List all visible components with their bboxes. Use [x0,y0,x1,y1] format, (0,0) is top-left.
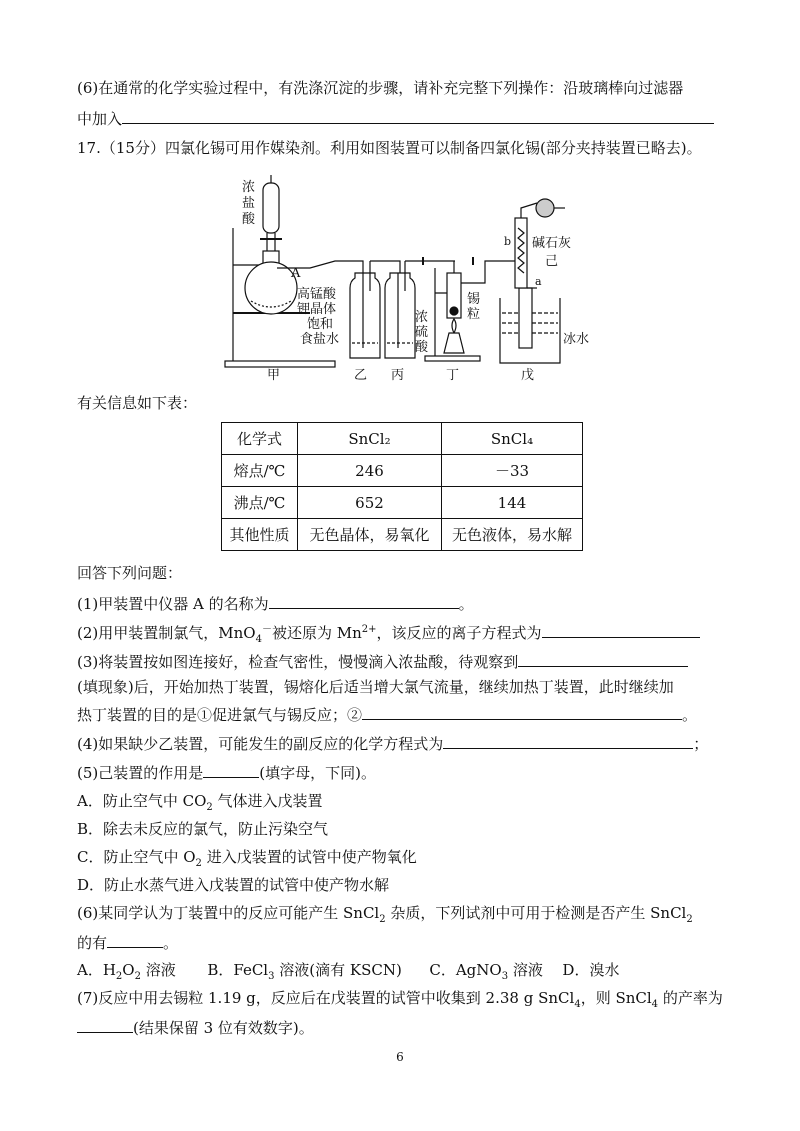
drying-tube [515,218,527,288]
question-7-line1: (7)反应中用去锡粒 1.19 g，反应后在戊装置的试管中收集到 2.38 g SnCl$_4$，则 SnCl$_4$ 的产率为 [77,989,723,1010]
bottle-bing [385,273,415,358]
answer-blank[interactable] [518,651,688,667]
label-kmno4-1: 高锰酸 [297,287,337,302]
soda-lime-tube [536,199,554,217]
table-cell: －33 [442,455,583,487]
label-b: b [504,235,512,248]
answer-blank[interactable] [77,1017,133,1033]
table-row [222,455,583,487]
answer-blank[interactable] [269,593,459,609]
table-cell: 无色晶体，易氧化 [298,519,442,551]
label-jia: 甲 [267,368,281,383]
bottle-yi [350,273,380,358]
question-5: (5)己装置的作用是 (填字母，下同)。 [77,764,376,782]
label-conc-hcl: 浓盐酸 [242,180,256,227]
question-1: (1)甲装置中仪器 A 的名称为 。 [77,595,474,613]
apparatus-diagram [215,173,595,385]
answer-blank[interactable] [122,108,714,124]
table-cell: 652 [298,487,442,519]
table-row [222,519,583,551]
answer-blank[interactable] [107,932,163,948]
table-cell: 246 [298,455,442,487]
property-table [221,422,583,551]
answer-prompt: 回答下列问题： [77,564,183,582]
label-tin: 锡粒 [467,292,481,322]
label-ice-water: 冰水 [563,332,590,347]
label-kmno4-2: 钾晶体 [297,302,337,317]
q17-intro: 17.（15分）四氯化锡可用作媒染剂。利用如图装置可以制备四氯化锡(部分夹持装置已略去)。 [77,139,702,157]
table-header: SnCl₄ [442,423,583,455]
option-5D: D．防止水蒸气进入戊装置的试管中使产物水解 [77,876,390,894]
option-5A: A．防止空气中 $CO_2$ 气体进入戊装置 [77,792,323,813]
label-ji: 己 [545,254,559,269]
q6-prev-line2: 中加入 [77,108,714,129]
label-bing: 丙 [391,368,405,383]
label-brine-1: 饱和 [307,317,334,332]
table-cell: 沸点/℃ [222,487,298,519]
answer-blank[interactable] [443,733,693,749]
question-6-line2: 的有 。 [77,934,179,952]
label-ding: 丁 [446,368,460,383]
q6-prev-line1: (6)在通常的化学实验过程中，有洗涤沉淀的步骤，请补充完整下列操作：沿玻璃棒向过滤器 [77,79,684,97]
table-cell: 无色液体，易水解 [442,519,583,551]
label-yi: 乙 [354,368,368,383]
answer-blank[interactable] [203,762,259,778]
label-a: a [535,275,542,288]
table-header: SnCl₂ [298,423,442,455]
dropping-funnel [263,183,279,233]
table-header-row [222,423,583,455]
tube-wu [519,288,532,348]
label-A: A [291,266,301,281]
table-cell: 熔点/℃ [222,455,298,487]
alcohol-lamp [444,333,464,353]
stand-base [225,361,335,367]
question-2: (2)用甲装置制氯气，MnO$_4$－被还原为 $Mn^{2+}$，该反应的离子方程式为 [77,622,700,643]
option-5B: B．除去未反应的氯气，防止污染空气 [77,820,329,838]
label-wu: 戊 [521,368,535,383]
table-row [222,487,583,519]
question-6-options: A．$H_2O_2$ 溶液 B．FeCl$_3$ 溶液(滴有 KSCN) C．AgNO$_3$ 溶液 D．溴水 [77,961,620,982]
question-4: (4)如果缺少乙装置，可能发生的副反应的化学方程式为 ； [77,735,709,753]
page-number: 6 [396,1050,404,1064]
question-3-line3: 热丁装置的目的是①促进氯气与锡反应；② 。 [77,706,698,724]
table-intro: 有关信息如下表： [77,394,198,412]
question-6-line1: (6)某同学认为丁装置中的反应可能产生 SnCl$_2$ 杂质，下列试剂中可用于检测是否产生 SnCl$_2$ [77,904,693,925]
label-h2so4: 浓硫酸 [415,310,429,355]
question-3-line2: (填现象)后，开始加热丁装置，锡熔化后适当增大氯气流量，继续加热丁装置，此时继续加 [77,678,674,696]
label-soda-lime: 碱石灰 [532,236,572,251]
answer-blank[interactable] [542,622,700,638]
option-5C: C．防止空气中 $O_2$ 进入戊装置的试管中使产物氧化 [77,848,417,869]
question-7-line2: (结果保留 3 位有效数字)。 [77,1017,314,1038]
flask-A [245,262,297,314]
table-cell: 其他性质 [222,519,298,551]
question-3-line1: (3)将装置按如图连接好，检查气密性，慢慢滴入浓盐酸，待观察到 [77,651,688,672]
table-header: 化学式 [222,423,298,455]
answer-blank[interactable] [362,704,682,720]
table-cell: 144 [442,487,583,519]
label-brine-2: 食盐水 [300,332,340,347]
